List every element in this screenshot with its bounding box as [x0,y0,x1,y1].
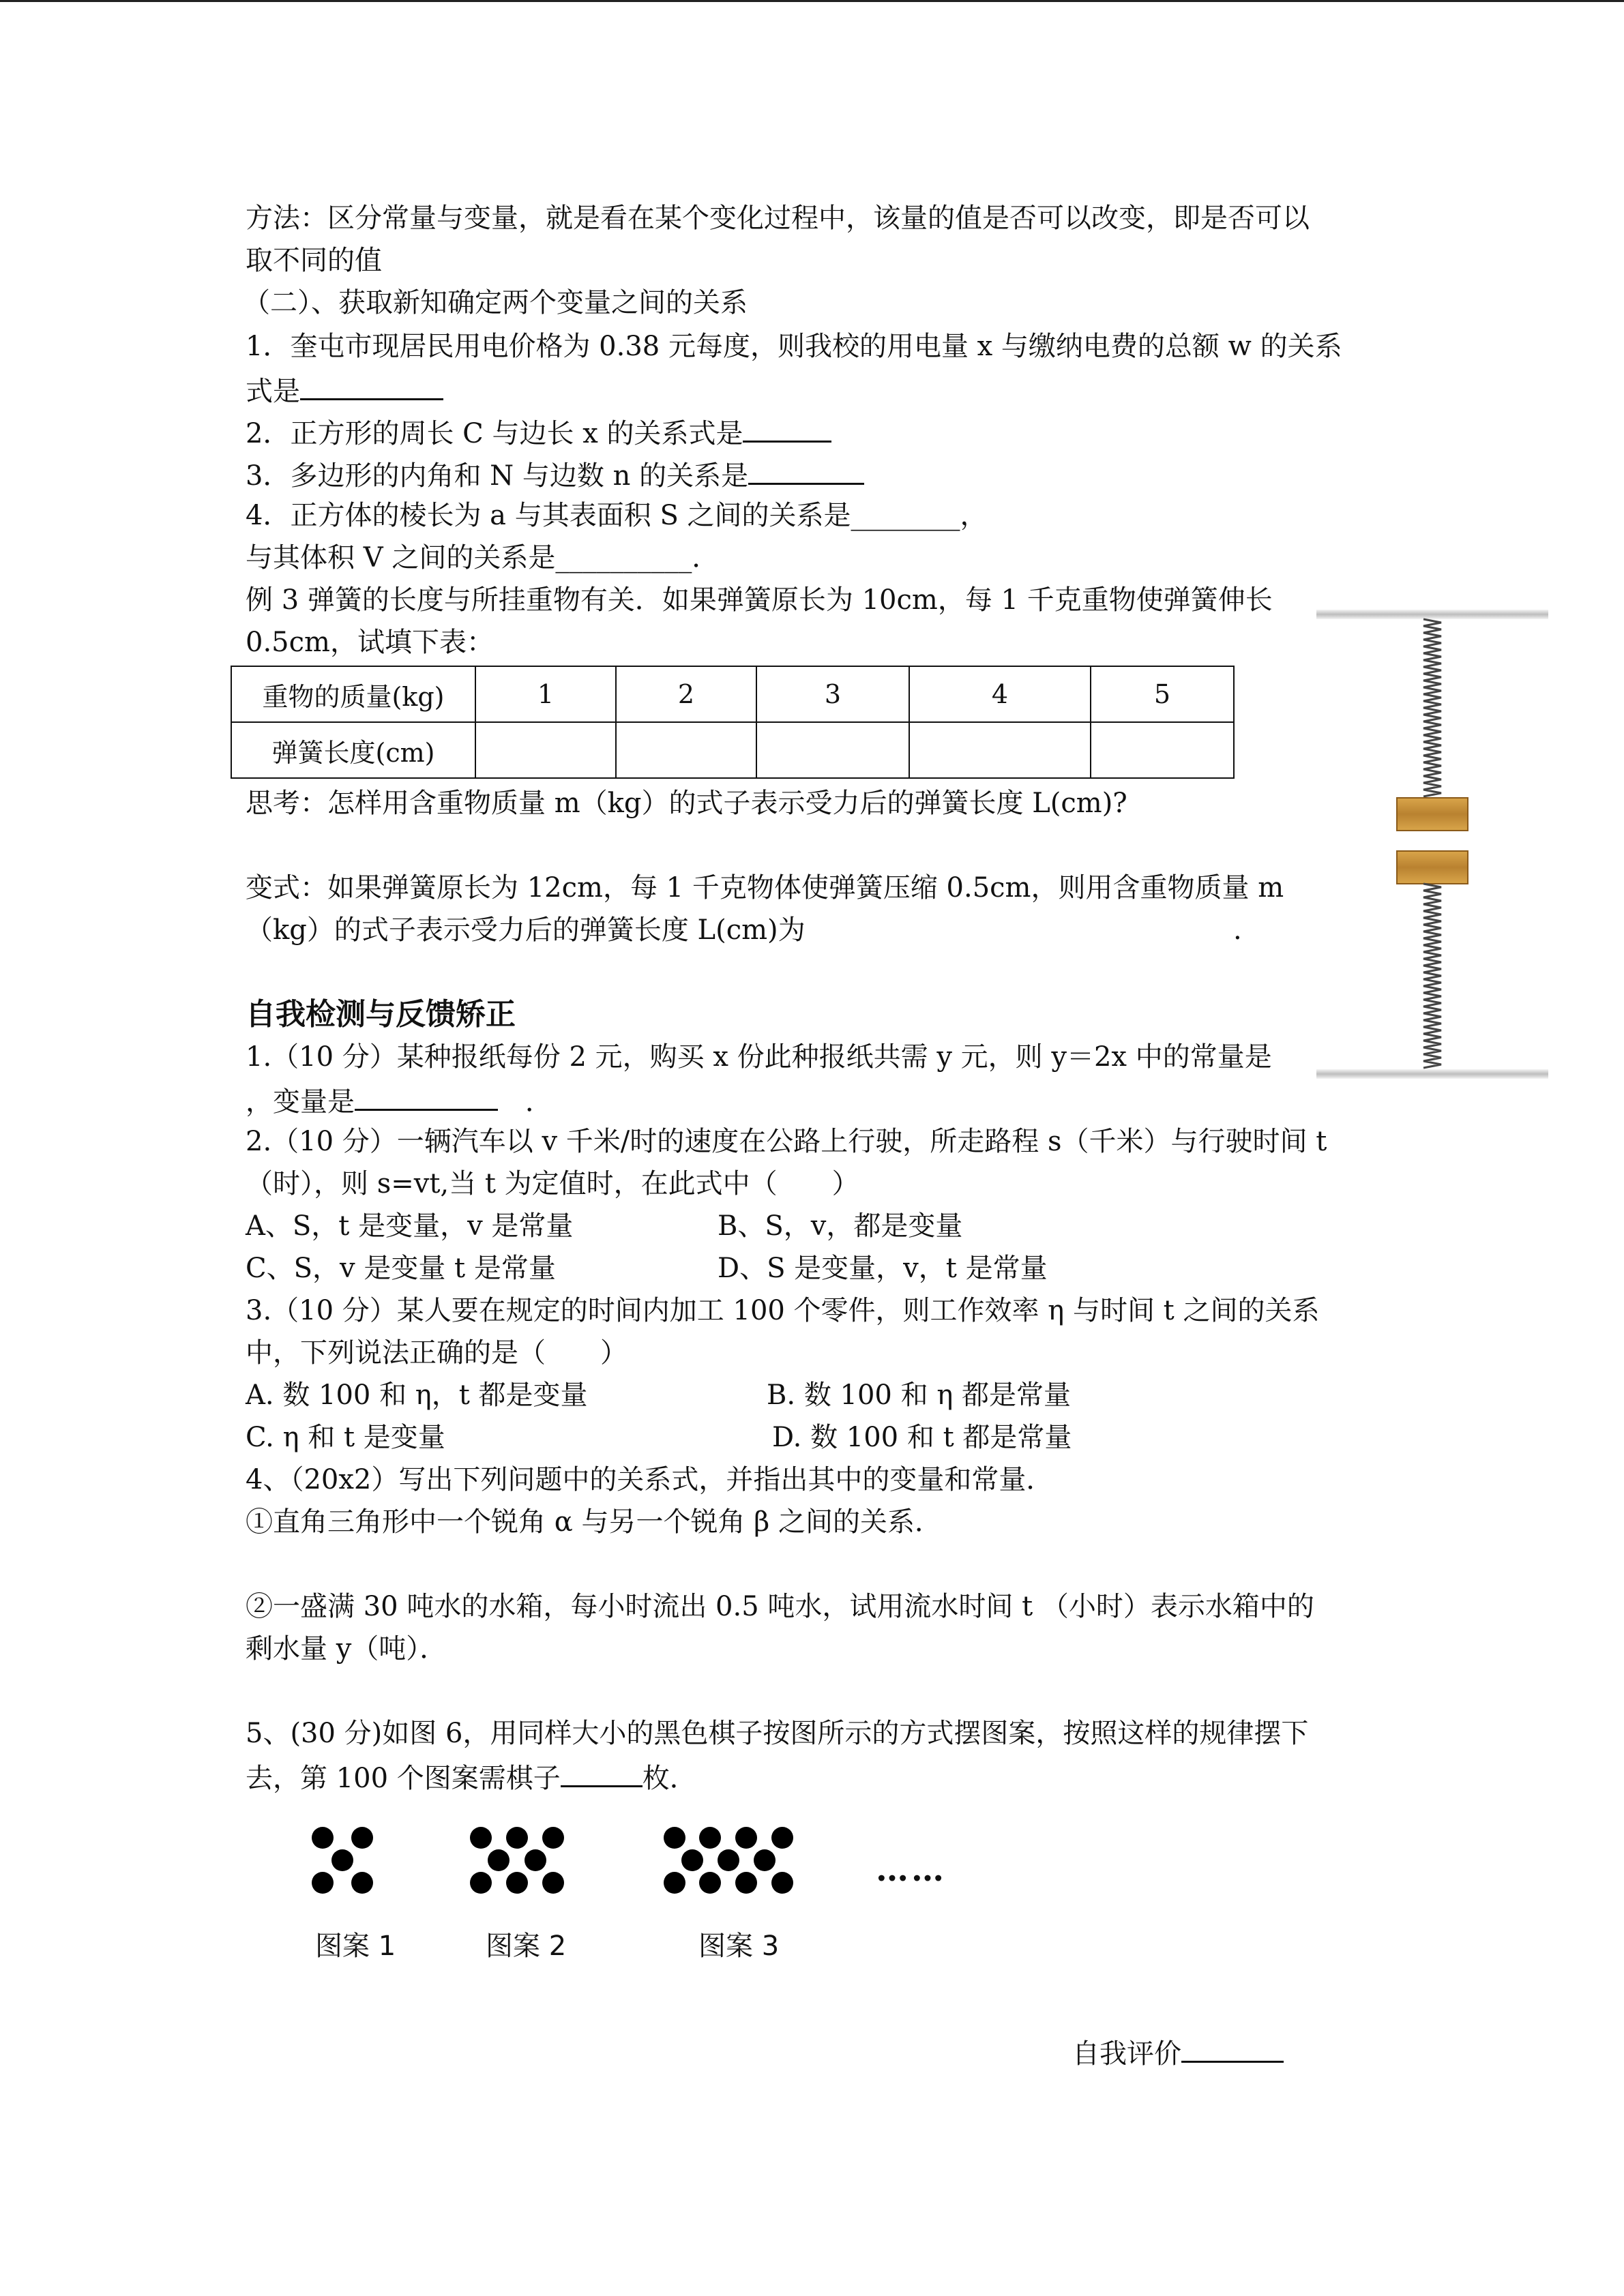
selfcheck-q5-line-1: 5、(30 分)如图 6，用同样大小的黑色棋子按图所示的方式摆图案，按照这样的规律摆下 [246,1718,1309,1749]
chess-piece [470,1827,492,1849]
selfcheck-q4-part2-line-2: 剩水量 y（吨）． [246,1633,447,1665]
q3-option-b[interactable]: B. 数 100 和 η 都是常量 [767,1380,1071,1411]
q2-option-c[interactable]: C、S，v 是变量 t 是常量 [246,1253,556,1284]
selfcheck-q1-line-2 [246,1082,552,1120]
method-line-1: 方法：区分常量与变量，就是看在某个变化过程中，该量的值是否可以改变，即是否可以 [246,203,1310,234]
pattern-caption-2: 图案 2 [486,1930,567,1962]
chess-piece [542,1872,564,1894]
table-input-cell[interactable] [475,722,616,778]
table-row [231,666,1234,722]
pattern-2 [469,1825,565,1896]
spring-illustration [1316,600,1548,1098]
pattern-3 [663,1825,794,1896]
selfcheck-q3-line-1: 3.（10 分）某人要在规定的时间内加工 100 个零件，则工作效率 η 与时间 t 之间的关系 [246,1295,1320,1326]
top-plate [1316,610,1548,619]
chess-piece [664,1827,685,1849]
q3-option-c[interactable]: C. η 和 t 是变量 [246,1422,445,1453]
page-top-border [0,0,1624,2]
upper-spring [1423,619,1441,796]
lower-spring [1423,884,1441,1068]
chess-piece [664,1872,685,1894]
section2-q4-line-2: 与其体积 V 之间的关系是__________． [246,542,720,573]
section2-q1-line-1: 1．奎屯市现居民用电价格为 0.38 元每度，则我校的用电量 x 与缴纳电费的总额 w 的关系 [246,331,1342,362]
selfcheck-q2-line-1: 2.（10 分）一辆汽车以 v 千米/时的速度在公路上行驶，所走路程 s（千米）与行驶时间 t [246,1126,1327,1157]
table-cell: 5 [1091,666,1234,722]
selfcheck-q5-text: 去，第 100 个图案需棋子 [246,1763,561,1794]
chess-piece [351,1827,373,1849]
chess-piece [771,1827,793,1849]
table-row [231,722,1234,778]
chess-piece [470,1872,492,1894]
spring-table [231,666,1235,779]
chess-piece [699,1872,721,1894]
selfcheck-q1-line-1: 1.（10 分）某种报纸每份 2 元，购买 x 份此种报纸共需 y 元，则 y＝2x 中的常量是 [246,1041,1272,1073]
q2-option-b[interactable]: B、S，v，都是变量 [718,1210,963,1242]
section2-q2-text: 2．正方形的周长 C 与边长 x 的关系式是 [246,418,743,449]
chess-piece [525,1849,546,1871]
chess-piece [312,1872,334,1894]
selfcheck-title: 自我检测与反馈矫正 [246,997,516,1032]
answer-blank[interactable] [355,1082,498,1111]
table-input-cell[interactable] [756,722,909,778]
q2-option-a[interactable]: A、S，t 是变量，v 是常量 [246,1210,574,1242]
method-line-2: 取不同的值 [246,245,382,276]
selfcheck-q2-line-2: （时），则 s=vt,当 t 为定值时，在此式中（ ） [246,1168,859,1199]
pattern-caption-3: 图案 3 [698,1930,780,1962]
example3-line-2: 0.5cm，试填下表： [246,627,494,658]
selfcheck-q1-end: ． [525,1086,552,1118]
chess-piece [754,1849,776,1871]
chess-piece [735,1827,757,1849]
chess-piece [351,1872,373,1894]
weight-block-1 [1397,798,1468,831]
bottom-plate [1316,1069,1548,1079]
chess-piece [718,1849,739,1871]
pattern-caption-1: 图案 1 [315,1930,396,1962]
chess-piece [542,1827,564,1849]
table-cell: 2 [616,666,756,722]
table-cell: 1 [475,666,616,722]
table-row-header: 重物的质量(kg) [231,666,475,722]
answer-blank[interactable] [748,456,864,485]
example3-variant-line-1: 变式：如果弹簧原长为 12cm，每 1 千克物体使弹簧压缩 0.5cm，则用含重物质量 m [246,872,1284,904]
selfcheck-q1-text: ，变量是 [246,1086,355,1118]
selfcheck-q4-part2-line-1: ②一盛满 30 吨水的水箱，每小时流出 0.5 吨水，试用流水时间 t （小时）表示水箱中的 [246,1591,1314,1622]
table-row-header: 弹簧长度(cm) [231,722,475,778]
selfcheck-q4-part1: ①直角三角形中一个锐角 α 与另一个锐角 β 之间的关系． [246,1506,942,1538]
selfcheck-q4: 4、（20x2）写出下列问题中的关系式，并指出其中的变量和常量． [246,1464,1054,1495]
chess-piece [735,1872,757,1894]
table-input-cell[interactable] [1091,722,1234,778]
example3-variant-line-2: （kg）的式子表示受力后的弹簧长度 L(cm)为 [246,914,806,946]
section2-q2 [246,413,831,451]
answer-blank[interactable] [300,371,443,400]
pattern-1 [311,1825,375,1896]
chess-piece [488,1849,510,1871]
section2-q1-text: 式是 [246,376,300,407]
section2-q3-text: 3．多边形的内角和 N 与边数 n 的关系是 [246,460,749,492]
weight-block-2 [1397,851,1468,884]
table-input-cell[interactable] [909,722,1091,778]
table-input-cell[interactable] [616,722,756,778]
example3-think: 思考：怎样用含重物质量 m（kg）的式子表示受力后的弹簧长度 L(cm)? [246,788,1127,819]
self-evaluation [1072,2033,1284,2072]
chess-piece [771,1872,793,1894]
chess-piece [681,1849,703,1871]
selfcheck-q5-line-2 [246,1758,697,1796]
self-evaluation-blank[interactable] [1181,2033,1284,2063]
answer-blank[interactable] [561,1758,643,1787]
chess-piece [699,1827,721,1849]
selfcheck-q3-line-2: 中，下列说法正确的是（ ） [246,1337,628,1369]
section2-title: （二）、获取新知确定两个变量之间的关系 [243,287,748,318]
chess-piece [506,1827,528,1849]
example3-variant-end: . [1233,914,1242,946]
table-cell: 3 [756,666,909,722]
example3-line-1: 例 3 弹簧的长度与所挂重物有关．如果弹簧原长为 10cm，每 1 千克重物使弹簧伸长 [246,584,1273,616]
section2-q3 [246,456,864,494]
section2-q1-line-2 [246,371,443,409]
answer-blank[interactable] [743,413,831,443]
pattern-ellipsis: …… [876,1851,947,1889]
chess-piece [331,1849,353,1871]
chess-piece [312,1827,334,1849]
section2-q4-line-1: 4．正方体的棱长为 a 与其表面积 S 之间的关系是________， [246,500,988,531]
table-cell: 4 [909,666,1091,722]
q3-option-a[interactable]: A. 数 100 和 η，t 都是变量 [246,1380,588,1411]
self-evaluation-label: 自我评价 [1072,2038,1181,2070]
q2-option-d[interactable]: D、S 是变量，v，t 是常量 [718,1253,1048,1284]
q3-option-d[interactable]: D. 数 100 和 t 都是常量 [772,1422,1072,1453]
chess-piece [506,1872,528,1894]
selfcheck-q5-end: 枚． [642,1763,697,1794]
